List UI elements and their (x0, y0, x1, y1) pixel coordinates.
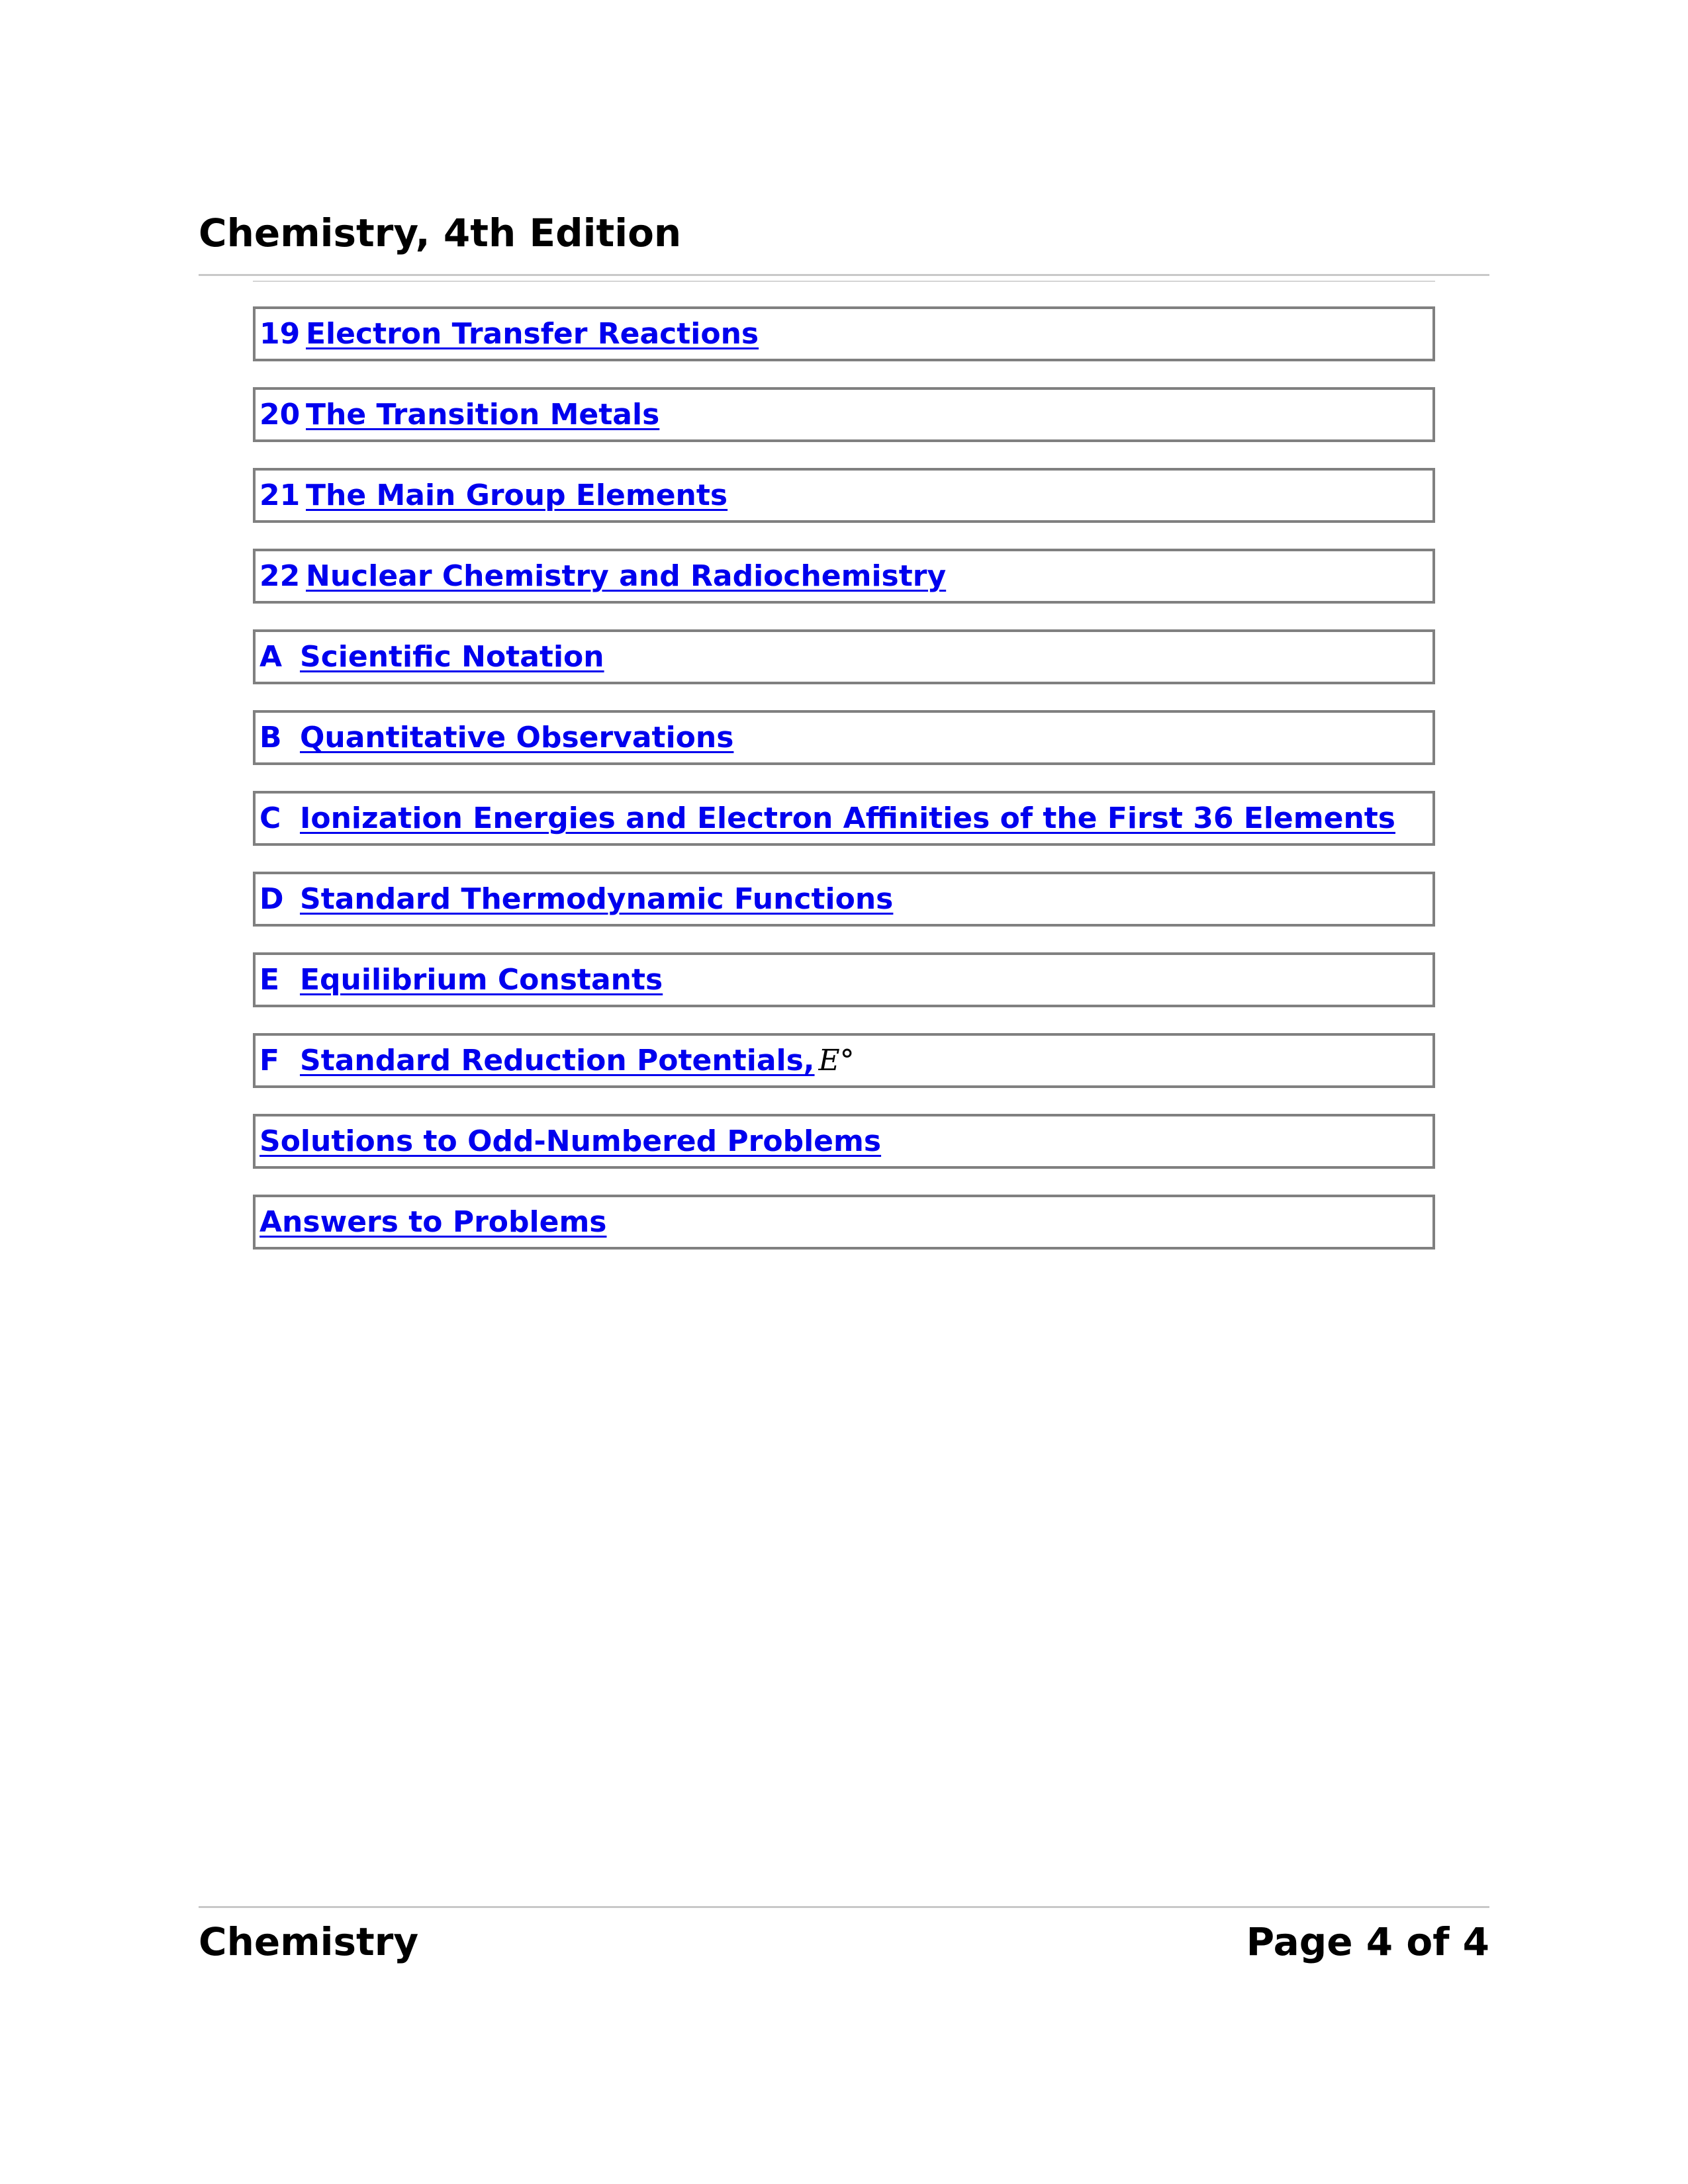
toc-number: A (259, 640, 283, 674)
page-title: Chemistry, 4th Edition (199, 210, 682, 255)
toc-item-solutions (253, 1114, 1435, 1169)
toc-link-solutions[interactable]: Solutions to Odd-Numbered Problems (259, 1124, 882, 1158)
toc-item-appendix-f (253, 1033, 1435, 1088)
toc-link-answers[interactable]: Answers to Problems (259, 1205, 607, 1239)
toc-title: Standard Thermodynamic Functions (300, 882, 894, 916)
toc-link-appendix-f[interactable] (259, 1044, 815, 1077)
standard-potential-symbol: E° (818, 1044, 855, 1077)
toc-link-appendix-d[interactable] (259, 882, 893, 916)
toc-item-answers (253, 1195, 1435, 1250)
toc-number: 20 (259, 398, 301, 432)
toc-number: D (259, 882, 284, 916)
toc-link-chapter-22[interactable] (259, 559, 946, 593)
toc-item-chapter-19 (253, 306, 1435, 361)
toc-title: Scientific Notation (300, 640, 604, 674)
toc-number: 19 (259, 317, 301, 351)
toc-item-appendix-e (253, 952, 1435, 1007)
table-of-contents (253, 306, 1435, 1275)
toc-number: F (259, 1044, 280, 1077)
toc-number: C (259, 801, 281, 835)
toc-number: E (259, 963, 280, 997)
toc-link-chapter-21[interactable] (259, 478, 727, 512)
toc-title: Electron Transfer Reactions (306, 317, 759, 351)
toc-title: Ionization Energies and Electron Affinities of the First 36 Elements (300, 801, 1395, 835)
toc-link-appendix-b[interactable] (259, 721, 733, 754)
page-number: Page 4 of 4 (1246, 1919, 1489, 1964)
toc-title: Equilibrium Constants (300, 963, 663, 997)
toc-title: The Main Group Elements (306, 478, 728, 512)
footer-book-title: Chemistry (199, 1919, 419, 1964)
toc-item-appendix-a (253, 629, 1435, 684)
toc-number: B (259, 721, 282, 754)
toc-number: 21 (259, 478, 301, 512)
toc-link-appendix-c[interactable] (259, 801, 1395, 835)
toc-item-chapter-22 (253, 549, 1435, 604)
toc-item-appendix-d (253, 872, 1435, 927)
toc-title: Standard Reduction Potentials, (300, 1044, 815, 1077)
toc-title: Quantitative Observations (300, 721, 734, 754)
toc-link-appendix-e[interactable] (259, 963, 663, 997)
toc-number: 22 (259, 559, 301, 593)
header-divider (199, 274, 1489, 276)
header-divider-inner (253, 281, 1435, 282)
toc-title: The Transition Metals (306, 398, 660, 432)
toc-item-appendix-b (253, 710, 1435, 765)
toc-title: Nuclear Chemistry and Radiochemistry (306, 559, 947, 593)
footer-divider (199, 1906, 1489, 1908)
toc-item-chapter-21 (253, 468, 1435, 523)
toc-link-appendix-a[interactable] (259, 640, 604, 674)
toc-link-chapter-20[interactable] (259, 398, 659, 432)
toc-item-appendix-c (253, 791, 1435, 846)
toc-link-chapter-19[interactable] (259, 317, 759, 351)
toc-item-chapter-20 (253, 387, 1435, 442)
